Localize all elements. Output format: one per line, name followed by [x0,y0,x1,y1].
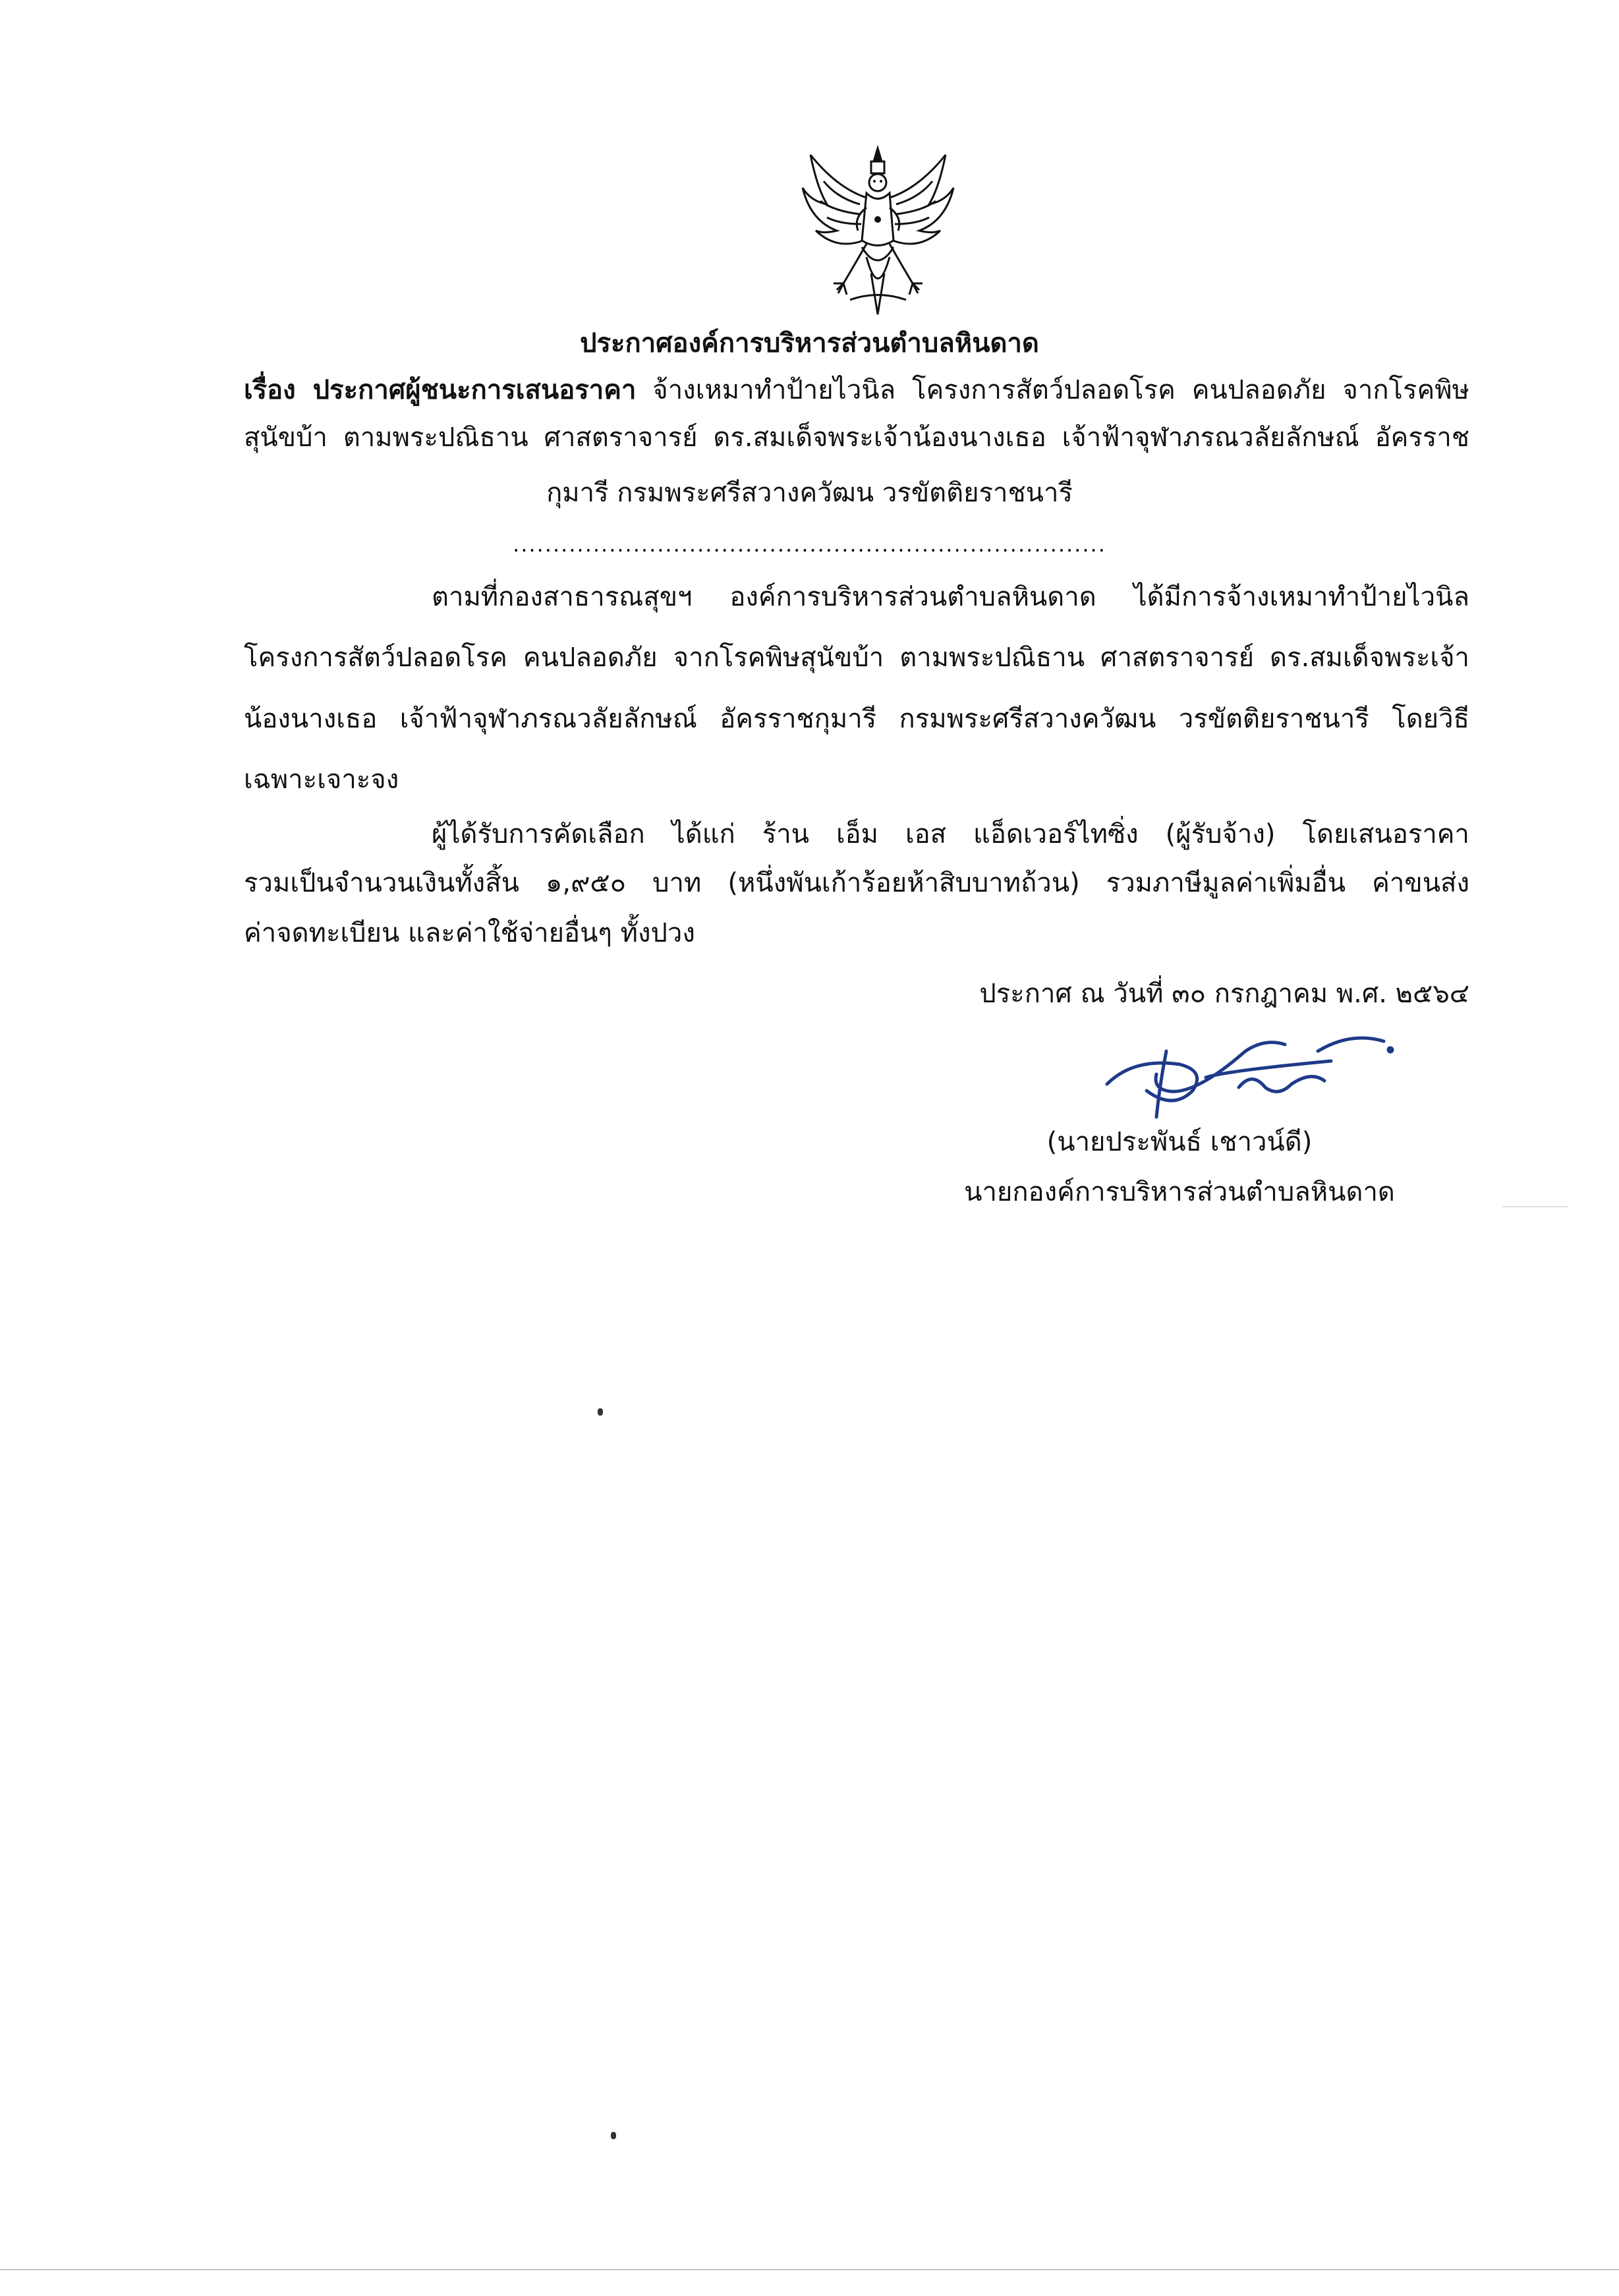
scan-speck [611,2132,616,2139]
subject-line-1 [244,372,1469,409]
paragraph1-line-3: น้องนางเธอ เจ้าฟ้าจุฬาภรณวลัยลักษณ์ อัครราชกุมารี กรมพระศรีสวางควัฒน วรขัตติยราชนารี โดยวิธี [244,704,1469,734]
paragraph1-line-2: โครงการสัตว์ปลอดโรค คนปลอดภัย จากโรคพิษสุนัขบ้า ตามพระปณิธาน ศาสตราจารย์ ดร.สมเด็จพระเจ้า [244,643,1469,673]
announcement-date: ประกาศ ณ วันที่ ๓๐ กรกฎาคม พ.ศ. ๒๕๖๔ [979,979,1469,1009]
signer-position: นายกองค์การบริหารส่วนตำบลหินดาด [964,1177,1395,1207]
paragraph2-line-2: รวมเป็นจำนวนเงินทั้งสิ้น ๑,๙๕๐ บาท (หนึ่งพันเก้าร้อยห้าสิบบาทถ้วน) รวมภาษีมูลค่าเพิ่มอื่น ค่าขนส่ง [244,868,1469,898]
subject-label: เรื่อง ประกาศผู้ชนะการเสนอราคา [244,375,637,405]
scan-speck [598,1408,603,1416]
paragraph1-line-1: ตามที่กองสาธารณสุขฯ องค์การบริหารส่วนตำบลหินดาด ได้มีการจ้างเหมาทำป้ายไวนิล [432,582,1469,612]
paragraph2-line-3: ค่าจดทะเบียน และค่าใช้จ่ายอื่นๆ ทั้งปวง [244,918,695,948]
separator-dots: .......................................................................... [513,532,1106,557]
signer-name: (นายประพันธ์ เชาวน์ดี) [1046,1127,1313,1157]
scan-mark [1502,1206,1568,1207]
subject-line-2: สุนัขบ้า ตามพระปณิธาน ศาสตราจารย์ ดร.สมเด็จพระเจ้าน้องนางเธอ เจ้าฟ้าจุฬาภรณวลัยลักษณ์ อัครราช [244,422,1469,453]
subject-line-3: กุมารี กรมพระศรีสวางควัฒน วรขัตติยราชนารี [546,478,1073,508]
garuda-emblem-icon [797,142,959,320]
document-title: ประกาศองค์การบริหารส่วนตำบลหินดาด [580,328,1039,359]
paragraph2-line-1: ผู้ได้รับการคัดเลือก ได้แก่ ร้าน เอ็ม เอส แอ็ดเวอร์ไทซิ่ง (ผู้รับจ้าง) โดยเสนอราคา [432,819,1469,849]
paragraph1-line-4: เฉพาะเจาะจง [244,764,399,795]
subject-text-1: จ้างเหมาทำป้ายไวนิล โครงการสัตว์ปลอดโรค คนปลอดภัย จากโรคพิษ [636,375,1470,405]
signature-icon [1094,1025,1404,1124]
page-edge-line [0,2269,1619,2270]
